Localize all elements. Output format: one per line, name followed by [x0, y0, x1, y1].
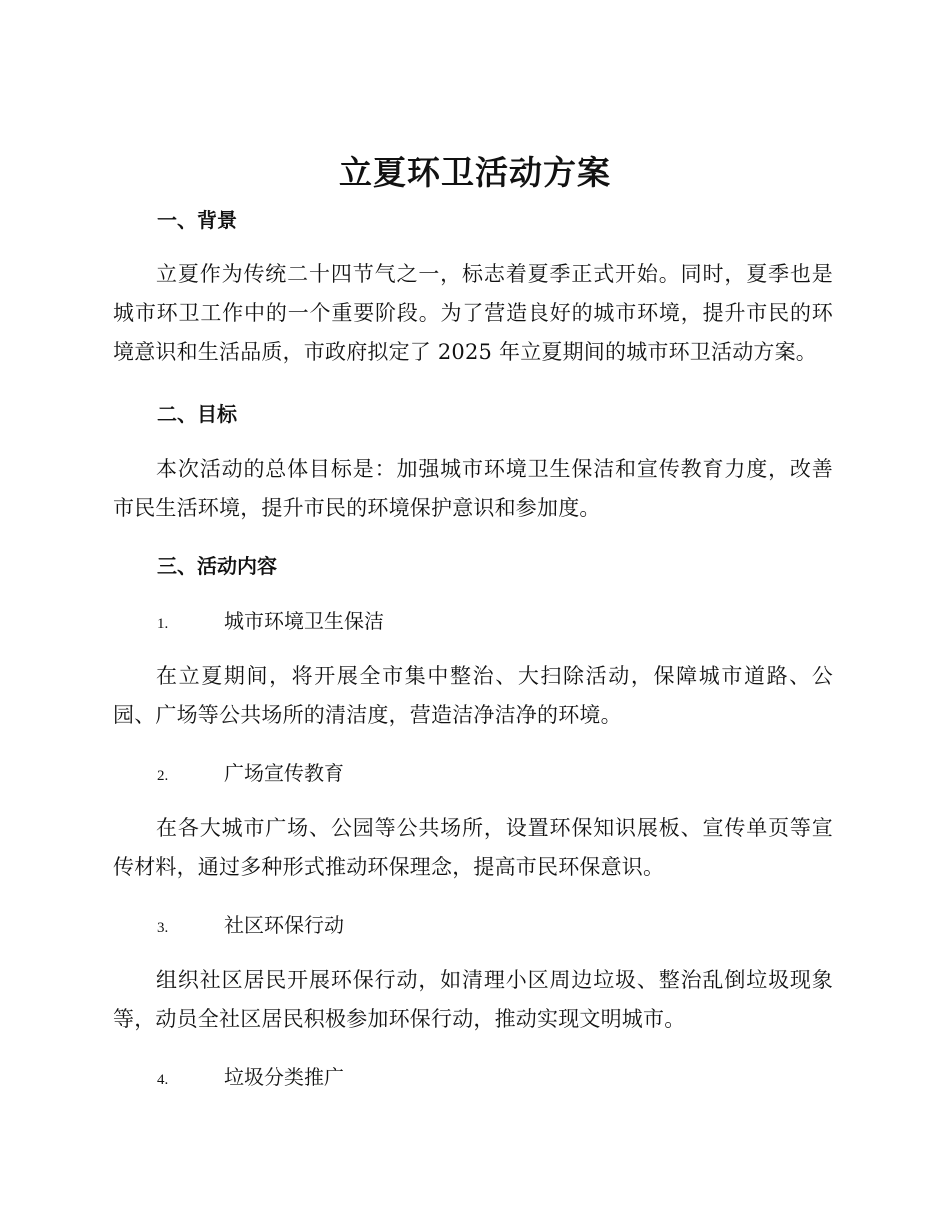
- document-title: 立夏环卫活动方案: [339, 153, 611, 192]
- list-item-label: 社区环保行动: [224, 913, 344, 937]
- list-item-number: 4.: [157, 1072, 169, 1088]
- list-item-number: 3.: [157, 920, 169, 936]
- list-item-heading: [157, 758, 807, 791]
- list-item-paragraph: 在立夏期间，将开展全市集中整治、大扫除活动，保障城市道路、公园、广场等公共场所的清洁度，营造洁净洁净的环境。: [113, 664, 833, 727]
- section-paragraph-goal: 本次活动的总体目标是：加强城市环境卫生保洁和宣传教育力度，改善市民生活环境，提升市民的环境保护意识和参加度。: [113, 457, 833, 520]
- section-heading-activities: 三、活动内容: [157, 554, 277, 578]
- list-item-paragraph: 在各大城市广场、公园等公共场所，设置环保知识展板、宣传单页等宣传材料，通过多种形式推动环保理念，提高市民环保意识。: [113, 816, 833, 879]
- list-item-label: 城市环境卫生保洁: [224, 609, 384, 633]
- list-item-heading: [157, 1062, 807, 1095]
- list-item-label: 垃圾分类推广: [224, 1065, 344, 1089]
- list-item-number: 1.: [157, 616, 169, 632]
- list-item-heading: [157, 910, 807, 943]
- list-item-paragraph: 组织社区居民开展环保行动，如清理小区周边垃圾、整治乱倒垃圾现象等，动员全社区居民积极参加环保行动，推动实现文明城市。: [113, 968, 833, 1031]
- list-item-label: 广场宣传教育: [224, 761, 344, 785]
- list-item-number: 2.: [157, 768, 169, 784]
- section-heading-goal: 二、目标: [157, 402, 237, 426]
- section-heading-background: 一、背景: [157, 208, 237, 232]
- list-item-heading: [157, 606, 807, 639]
- section-paragraph-background: 立夏作为传统二十四节气之一，标志着夏季正式开始。同时，夏季也是城市环卫工作中的一个重要阶段。为了营造良好的城市环境，提升市民的环境意识和生活品质，市政府拟定了 2025 年立夏期间的城市环卫活动方案。: [113, 262, 833, 364]
